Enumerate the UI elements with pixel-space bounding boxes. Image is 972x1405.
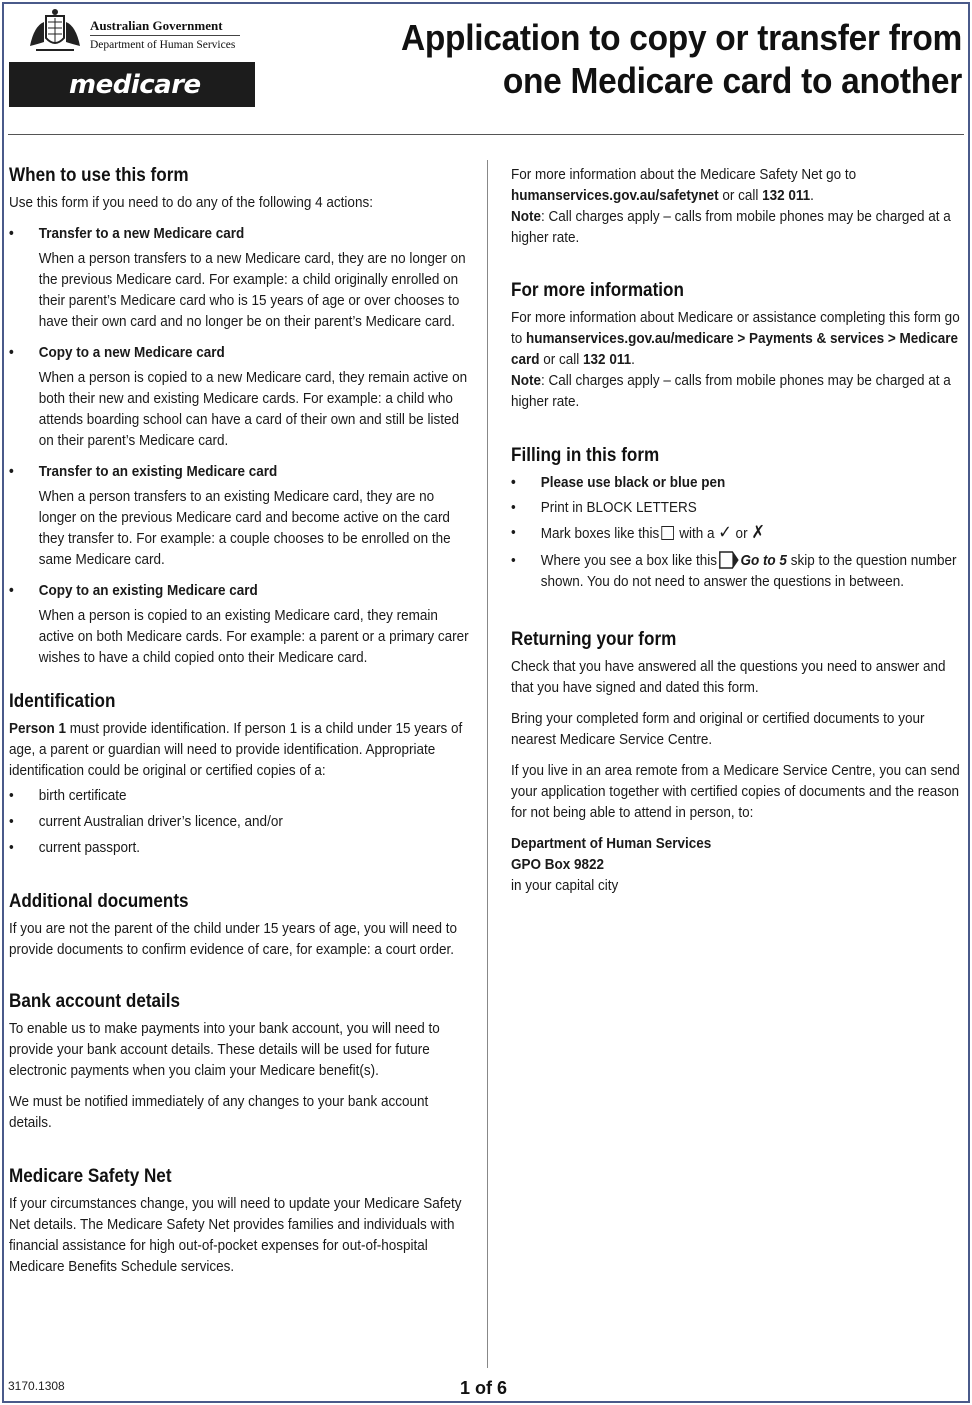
returning-text-2: Bring your completed form and original or certified documents to your nearest Medicare Service Centre.: [511, 710, 925, 748]
right-column: [511, 164, 963, 896]
list-item: • Please use black or blue pen: [511, 472, 963, 493]
form-title-line-2: one Medicare card to another: [502, 60, 962, 101]
identification-heading: Identification: [9, 691, 116, 712]
medicare-card-link[interactable]: humanservices.gov.au/medicare > Payments & services > Medicare card: [511, 330, 959, 368]
coat-of-arms-icon: [26, 8, 84, 54]
list-item: • birth certificate: [9, 785, 471, 806]
additional-documents-heading: Additional documents: [9, 891, 189, 912]
go-to-arrow-icon: [719, 551, 739, 569]
postal-address: [511, 833, 963, 896]
header-divider: [90, 35, 240, 36]
safety-net-link[interactable]: humanservices.gov.au/safetynet: [511, 187, 719, 204]
cross-icon: ✗: [751, 522, 765, 542]
department-name: Department of Human Services: [90, 39, 236, 51]
page-number: 1 of 6: [460, 1378, 508, 1398]
form-code: 3170.1308: [8, 1379, 65, 1393]
when-heading: When to use this form: [9, 165, 189, 186]
safety-net-info: [511, 164, 963, 248]
government-name: Australian Government: [90, 18, 223, 33]
list-item: • current passport.: [9, 837, 471, 858]
list-item: • current Australian driver’s licence, and/or: [9, 811, 471, 832]
safety-net-heading: Medicare Safety Net: [9, 1166, 172, 1187]
form-title: [385, 16, 962, 102]
or-call-text: or call: [718, 187, 763, 204]
form-title-line-1: Application to copy or transfer from: [400, 17, 962, 58]
phone-number: 132 011: [583, 351, 632, 368]
mark-boxes-text: Mark boxes like this: [540, 525, 660, 542]
list-item: • Copy to an existing Medicare card: [9, 580, 471, 601]
more-info-text: [511, 307, 963, 412]
list-item: [511, 522, 963, 544]
returning-text-1: Check that you have answered all the questions you need to answer and that you have signed and dated this form.: [511, 658, 946, 696]
go-to-label: Go to 5: [740, 552, 787, 569]
list-item: • Print in BLOCK LETTERS: [511, 497, 963, 518]
more-info-heading: For more information: [511, 280, 684, 301]
list-item: • Transfer to a new Medicare card: [9, 223, 471, 244]
bank-account-heading: Bank account details: [9, 991, 181, 1012]
list-item: [511, 550, 963, 592]
safety-net-info-text: For more information about the Medicare Safety Net go to: [511, 166, 857, 183]
list-item-body: When a person transfers to a new Medicare card, they are no longer on the previous Medicare card. For example: a child originally enrolled on their parent’s Medicare card who is 15 years of age or over chooses to have their own card and no longer be on their parent’s Medicare card.: [38, 250, 466, 330]
when-intro: Use this form if you need to do any of the following 4 actions:: [9, 194, 373, 211]
note-text: : Call charges apply – calls from mobile phones may be charged at a higher rate.: [511, 372, 951, 410]
checkbox-icon: [661, 526, 674, 540]
phone-number: 132 011: [762, 187, 811, 204]
list-item: • Transfer to an existing Medicare card: [9, 461, 471, 482]
tick-icon: ✓: [718, 522, 732, 542]
list-item-body: When a person transfers to an existing Medicare card, they are no longer on the previous Medicare card and become active on the card they transfer to. For example: a couple chooses to be enrolled on the same Medicare card.: [38, 488, 451, 568]
list-item: • Copy to a new Medicare card: [9, 342, 471, 363]
header-rule: [8, 134, 964, 135]
more-info-body: For more information about Medicare or assistance completing this form go to: [511, 309, 960, 347]
left-column: [9, 164, 471, 1287]
note-label: Note: [511, 208, 542, 225]
returning-text-3: If you live in an area remote from a Medicare Service Centre, you can send your application together with certified copies of documents and the reason for not being able to attend in person, to:: [511, 762, 960, 821]
bank-account-text-1: To enable us to make payments into your bank account, you will need to provide your bank account details. These details will be used for future electronic payments when you claim your Medicare benefit(s).: [9, 1020, 440, 1079]
address-line: Department of Human Services: [511, 835, 712, 852]
identification-text: [9, 718, 471, 781]
punctuation: .: [631, 351, 635, 368]
list-item-body: When a person is copied to an existing Medicare card, they remain active on both Medicare cards. For example: a parent or a primary carer wishes to have a child copied onto their Medicare card.: [38, 607, 469, 666]
column-divider: [487, 160, 488, 1368]
where-you-see-text: Where you see a box like this: [540, 552, 718, 569]
punctuation: .: [810, 187, 814, 204]
note-text: : Call charges apply – calls from mobile phones may be charged at a higher rate.: [511, 208, 951, 246]
returning-heading: Returning your form: [511, 629, 677, 650]
address-line: GPO Box 9822: [511, 856, 605, 873]
additional-documents-text: If you are not the parent of the child under 15 years of age, you will need to provide documents to confirm evidence of care, for example: a court order.: [9, 920, 458, 958]
address-line: in your capital city: [511, 877, 619, 894]
bank-account-text-2: We must be notified immediately of any changes to your bank account details.: [9, 1093, 429, 1131]
person-1-label: Person 1: [9, 720, 67, 737]
list-item-body: When a person is copied to a new Medicare card, they remain active on both their new and existing Medicare cards. For example: a child who attends boarding school can have a card of their own and still be listed on their parent’s Medicare card.: [38, 369, 468, 449]
or-text: or: [731, 525, 752, 542]
or-call-text: or call: [539, 351, 584, 368]
medicare-logo: medicare: [9, 62, 255, 107]
with-a-text: with a: [675, 525, 719, 542]
filling-heading: Filling in this form: [511, 445, 660, 466]
safety-net-text: If your circumstances change, you will need to update your Medicare Safety Net details. The Medicare Safety Net provides families and individuals with financial assistance for high out-of-pocket expenses for out-of-hospital Medicare Benefits Schedule services.: [9, 1195, 462, 1275]
note-label: Note: [511, 372, 542, 389]
skip-text: skip to the question number shown. You do not need to answer the questions in between.: [540, 552, 957, 590]
identification-body: must provide identification. If person 1 is a child under 15 years of age, a parent or guardian will need to provide identification. Appropriate identification could be original or certified copies of a:: [9, 720, 463, 779]
